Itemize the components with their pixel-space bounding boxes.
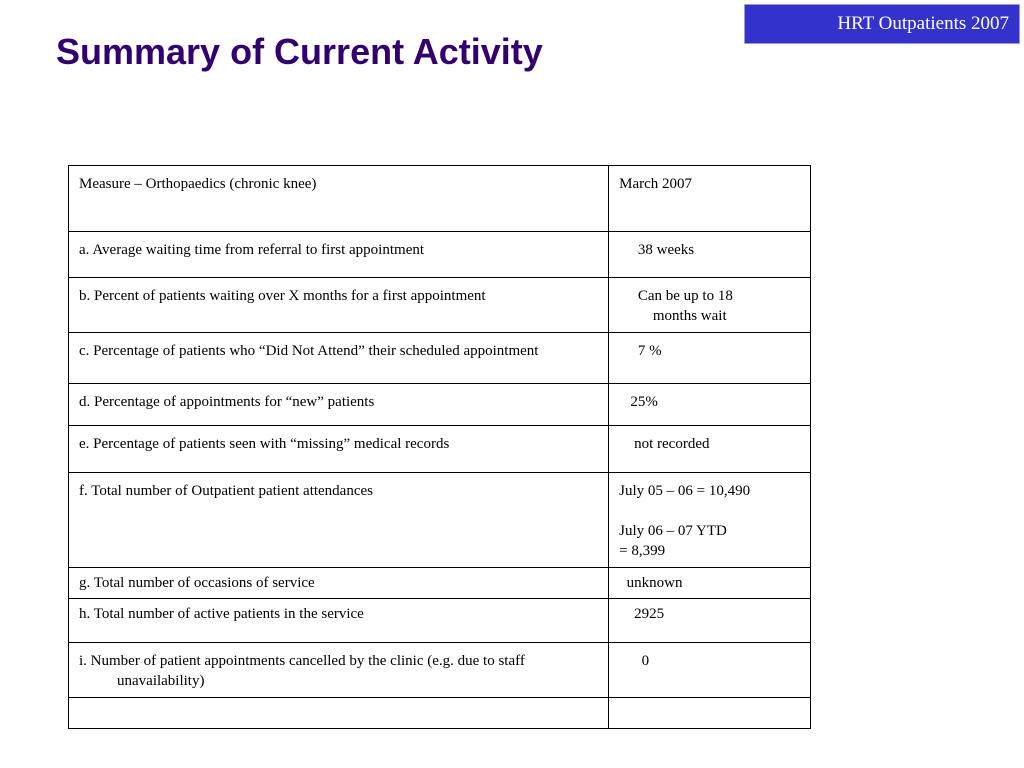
measure-cell [69, 599, 609, 643]
measure-text: h. Total number of active patients in the service [79, 606, 364, 622]
measure-text: b. Percent of patients waiting over X months for a first appointment [79, 288, 486, 304]
measure-cell [69, 473, 609, 568]
measure-text: d. Percentage of appointments for “new” patients [79, 394, 375, 410]
value-text: not recorded [619, 436, 710, 452]
value-text: 0 [619, 653, 650, 669]
table-row [69, 232, 811, 278]
measure-text: g. Total number of occasions of service [79, 575, 315, 591]
measure-cell [69, 643, 609, 698]
value-text: Can be up to 18 months wait [637, 288, 733, 324]
value-cell [609, 568, 811, 599]
header-badge: HRT Outpatients 2007 [744, 4, 1020, 44]
value-text: 2925 [619, 606, 665, 622]
measure-text: i. Number of patient appointments cancelled by the clinic (e.g. due to staff unavailability) [79, 653, 525, 689]
table-row [69, 473, 811, 568]
page-title: Summary of Current Activity [56, 31, 543, 72]
table-row [69, 568, 811, 599]
table-row [69, 278, 811, 333]
measure-cell [69, 333, 609, 384]
measure-cell [69, 698, 609, 729]
measure-cell [69, 232, 609, 278]
value-text: 25% [619, 394, 658, 410]
measure-cell [69, 278, 609, 333]
value-cell [609, 473, 811, 568]
value-cell [609, 232, 811, 278]
table-row [69, 384, 811, 426]
table-row [69, 599, 811, 643]
table-row [69, 698, 811, 729]
measure-text: c. Percentage of patients who “Did Not Attend” their scheduled appointment [79, 343, 539, 359]
header-measure-cell: Measure – Orthopaedics (chronic knee) [69, 166, 609, 232]
measure-cell [69, 568, 609, 599]
value-text: unknown [619, 575, 683, 591]
value-cell [609, 426, 811, 473]
value-cell [609, 384, 811, 426]
header-period-cell: March 2007 [609, 166, 811, 232]
table-row [69, 643, 811, 698]
measure-text: e. Percentage of patients seen with “missing” medical records [79, 436, 450, 452]
activity-table [68, 165, 811, 729]
value-cell [609, 599, 811, 643]
value-cell [609, 698, 811, 729]
value-text: 7 % [619, 343, 662, 359]
value-cell [609, 333, 811, 384]
measure-text: a. Average waiting time from referral to first appointment [79, 242, 425, 258]
table-row [69, 333, 811, 384]
value-text: July 05 – 06 = 10,490 July 06 – 07 YTD = 8,399 [619, 483, 751, 559]
value-text: 38 weeks [619, 242, 695, 258]
table-row [69, 426, 811, 473]
measure-text: f. Total number of Outpatient patient attendances [79, 483, 373, 499]
value-cell [609, 278, 811, 333]
measure-cell [69, 384, 609, 426]
table-header-row [69, 166, 811, 232]
measure-cell [69, 426, 609, 473]
value-cell [609, 643, 811, 698]
